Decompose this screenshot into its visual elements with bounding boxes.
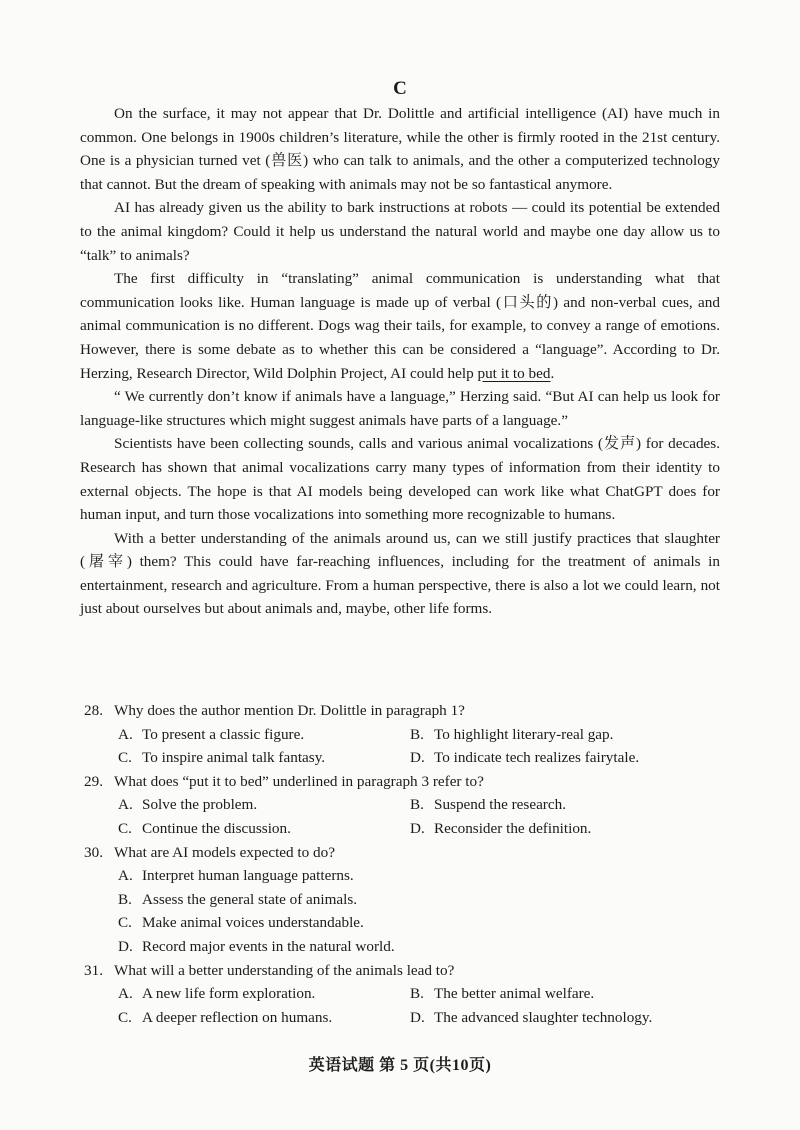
question-29	[84, 770, 724, 841]
question-number: 28.	[84, 702, 103, 719]
option-c[interactable]	[118, 1006, 410, 1030]
option-text: Record major events in the natural world.	[142, 937, 395, 955]
question-text: Why does the author mention Dr. Dolittle in paragraph 1?	[114, 702, 465, 719]
option-text: Assess the general state of animals.	[142, 890, 358, 908]
option-letter: A.	[118, 867, 133, 885]
paragraph-3	[80, 267, 720, 385]
option-list	[84, 864, 724, 958]
option-a[interactable]	[118, 864, 730, 888]
option-text: To present a classic figure.	[142, 725, 305, 743]
question-text: What will a better understanding of the animals lead to?	[114, 961, 455, 979]
option-grid	[84, 723, 724, 770]
option-text: To inspire animal talk fantasy.	[142, 749, 326, 767]
question-31	[84, 959, 724, 1030]
option-b[interactable]	[410, 982, 730, 1006]
option-b[interactable]	[410, 793, 730, 817]
option-letter: D.	[410, 1008, 425, 1026]
paragraph-3-text: The first difficulty in “translating” animal communication is understanding what that communication looks like. Human language is made up of verbal (口头的) and non-verbal cues, and animal communication is no different. Dogs wag their tails, for example, to convey a range of emotions. However, there is some debate as to whether this can be considered a “language”. According to Dr. Herzing, Research Director, Wild Dolphin Project, AI could help	[80, 270, 720, 382]
option-grid	[84, 793, 724, 840]
option-c[interactable]	[118, 911, 730, 935]
option-text: A deeper reflection on humans.	[142, 1008, 333, 1026]
paragraph-6: With a better understanding of the animals around us, can we still justify practices that slaughter (屠宰) them? This could have far-reaching influences, including for the treatment of animals in entertainment, research and agriculture. From a human perspective, there is also a lot we could learn, not just about ourselves but about animals and, maybe, other life forms.	[80, 529, 720, 618]
question-stem	[84, 699, 724, 723]
option-letter: C.	[118, 1008, 132, 1026]
option-b[interactable]	[410, 723, 730, 747]
option-letter: D.	[410, 749, 425, 767]
option-c[interactable]	[118, 746, 410, 770]
paragraph-3-end: .	[550, 364, 555, 382]
option-letter: B.	[410, 796, 424, 814]
question-number: 29.	[84, 772, 103, 790]
option-text: Solve the problem.	[142, 796, 258, 814]
option-grid	[84, 982, 724, 1029]
option-c[interactable]	[118, 817, 410, 841]
option-text: Reconsider the definition.	[434, 819, 592, 837]
option-text: Make animal voices understandable.	[142, 914, 364, 932]
option-letter: C.	[118, 914, 132, 932]
option-text: The advanced slaughter technology.	[434, 1008, 653, 1026]
option-d[interactable]	[410, 817, 730, 841]
option-letter: A.	[118, 725, 133, 743]
option-text: To indicate tech realizes fairytale.	[434, 749, 640, 767]
question-text: What are AI models expected to do?	[114, 843, 335, 861]
question-28	[84, 699, 724, 770]
option-text: Continue the discussion.	[142, 819, 291, 837]
paragraph-4: “ We currently don’t know if animals have a language,” Herzing said. “But AI can help us look for language-like structures which might suggest animals have parts of a language.”	[80, 388, 720, 429]
option-d[interactable]	[410, 1006, 730, 1030]
option-letter: A.	[118, 985, 133, 1003]
question-number: 30.	[84, 843, 103, 861]
section-title: C	[393, 78, 407, 99]
option-letter: C.	[118, 749, 132, 767]
option-letter: C.	[118, 819, 132, 837]
option-letter: B.	[410, 985, 424, 1003]
question-list	[84, 699, 724, 1029]
option-a[interactable]	[118, 723, 410, 747]
option-a[interactable]	[118, 982, 410, 1006]
option-text: Suspend the research.	[434, 796, 567, 814]
question-text: What does “put it to bed” underlined in paragraph 3 refer to?	[114, 772, 484, 790]
option-text: To highlight literary-real gap.	[434, 725, 614, 743]
option-letter: D.	[118, 937, 133, 955]
paragraph-5: Scientists have been collecting sounds, calls and various animal vocalizations (发声) for decades. Research has shown that animal vocalizations carry many types of information from their identity to external objects. The hope is that AI models being developed can work like what ChatGPT does for human input, and turn those vocalizations into something more recognizable to humans.	[80, 435, 720, 524]
option-d[interactable]	[118, 935, 730, 959]
question-stem	[84, 841, 724, 865]
option-text: A new life form exploration.	[142, 985, 316, 1003]
option-letter: A.	[118, 796, 133, 814]
option-letter: D.	[410, 819, 425, 837]
option-d[interactable]	[410, 746, 730, 770]
reading-passage	[80, 102, 720, 621]
option-text: Interpret human language patterns.	[142, 867, 354, 885]
question-stem	[84, 770, 724, 794]
underlined-phrase: put it to bed	[477, 364, 551, 382]
option-b[interactable]	[118, 888, 730, 912]
option-letter: B.	[410, 725, 424, 743]
question-stem	[84, 959, 724, 983]
option-a[interactable]	[118, 793, 410, 817]
page-footer: 英语试题 第 5 页(共10页)	[308, 1057, 492, 1074]
option-letter: B.	[118, 890, 132, 908]
option-text: The better animal welfare.	[434, 985, 595, 1003]
question-30	[84, 841, 724, 959]
paragraph-2: AI has already given us the ability to bark instructions at robots — could its potential be extended to the animal kingdom? Could it help us understand the natural world and maybe one day allow us to “talk” to animals?	[80, 199, 720, 264]
paragraph-1: On the surface, it may not appear that Dr. Dolittle and artificial intelligence (AI) have much in common. One belongs in 1900s children’s literature, while the other is firmly rooted in the 21st century. One is a physician turned vet (兽医) who can talk to animals, and the other a computerized technology that cannot. But the dream of speaking with animals may not be so fantastical anymore.	[80, 105, 720, 193]
question-number: 31.	[84, 961, 103, 979]
